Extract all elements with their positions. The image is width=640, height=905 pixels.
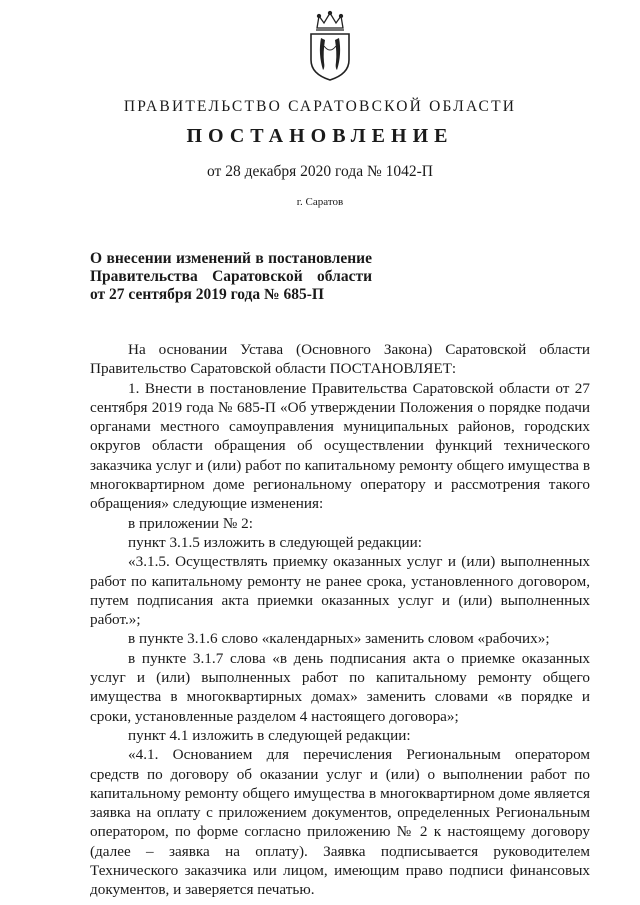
title-line: Правительства Саратовской области bbox=[90, 268, 372, 285]
paragraph-quote-3-1-5: «3.1.5. Осуществлять приемку оказанных услуг и (или) выполненных работ по капитальному ремонту не ранее срока, установленного договором, путем подписания акта приемки оказанных услуг и (или) выполненных работ.»; bbox=[90, 553, 590, 629]
paragraph-basis: На основании Устава (Основного Закона) Саратовской области Правительство Саратовской области ПОСТАНОВЛЯЕТ: bbox=[90, 341, 590, 378]
paragraph-item-1: 1. Внести в постановление Правительства Саратовской области от 27 сентября 2019 года № 685-П «Об утверждении Положения о порядке подачи органами местного самоуправления муниципальных районов, городских округов области обращения об осуществлении функций технического заказчика услуг и (или) работ по капитальному ремонту общего имущества в многоквартирном доме региональному оператору и рассмотрения такого обращения» следующие изменения: bbox=[90, 379, 590, 513]
title-line: О внесении изменений в постановление bbox=[90, 250, 372, 267]
document-title bbox=[90, 250, 372, 304]
paragraph-quote-4-1: «4.1. Основанием для перечисления Региональным оператором средств по договору об оказании услуг и (или) о выполнении работ по капитальному ремонту общего имущества в многоквартирном доме является заявка на оплату с приложением документов, определенных Региональным оператором, по форме согласно приложению № 2 к настоящему договору (далее – заявка на оплату). Заявка подписывается руководителем Технического заказчика или лицом, имеющим право подписи финансовых документов, и заверяется печатью. bbox=[90, 746, 590, 899]
coat-of-arms-icon bbox=[297, 10, 363, 82]
document-city: г. Саратов bbox=[296, 196, 344, 208]
paragraph: пункт 4.1 изложить в следующей редакции: bbox=[128, 726, 411, 744]
document-body bbox=[90, 340, 590, 900]
paragraph: в пункте 3.1.6 слово «календарных» заменить словом «рабочих»; bbox=[128, 630, 550, 648]
document-date-number: от 28 декабря 2020 года № 1042-П bbox=[207, 163, 433, 180]
paragraph: в пункте 3.1.7 слова «в день подписания акта о приемке оказанных услуг и (или) выполненных работ по капитальному ремонту общего имущества в многоквартирных домах» заменить словами «в порядке и сроки, установленные разделом 4 настоящего договора»; bbox=[90, 649, 590, 725]
paragraph: в приложении № 2: bbox=[128, 514, 253, 532]
document-type: ПОСТАНОВЛЕНИЕ bbox=[186, 125, 454, 147]
title-line: от 27 сентября 2019 года № 685-П bbox=[90, 286, 324, 303]
paragraph: пункт 3.1.5 изложить в следующей редакции: bbox=[128, 533, 422, 551]
organization-name: ПРАВИТЕЛЬСТВО САРАТОВСКОЙ ОБЛАСТИ bbox=[123, 98, 517, 115]
